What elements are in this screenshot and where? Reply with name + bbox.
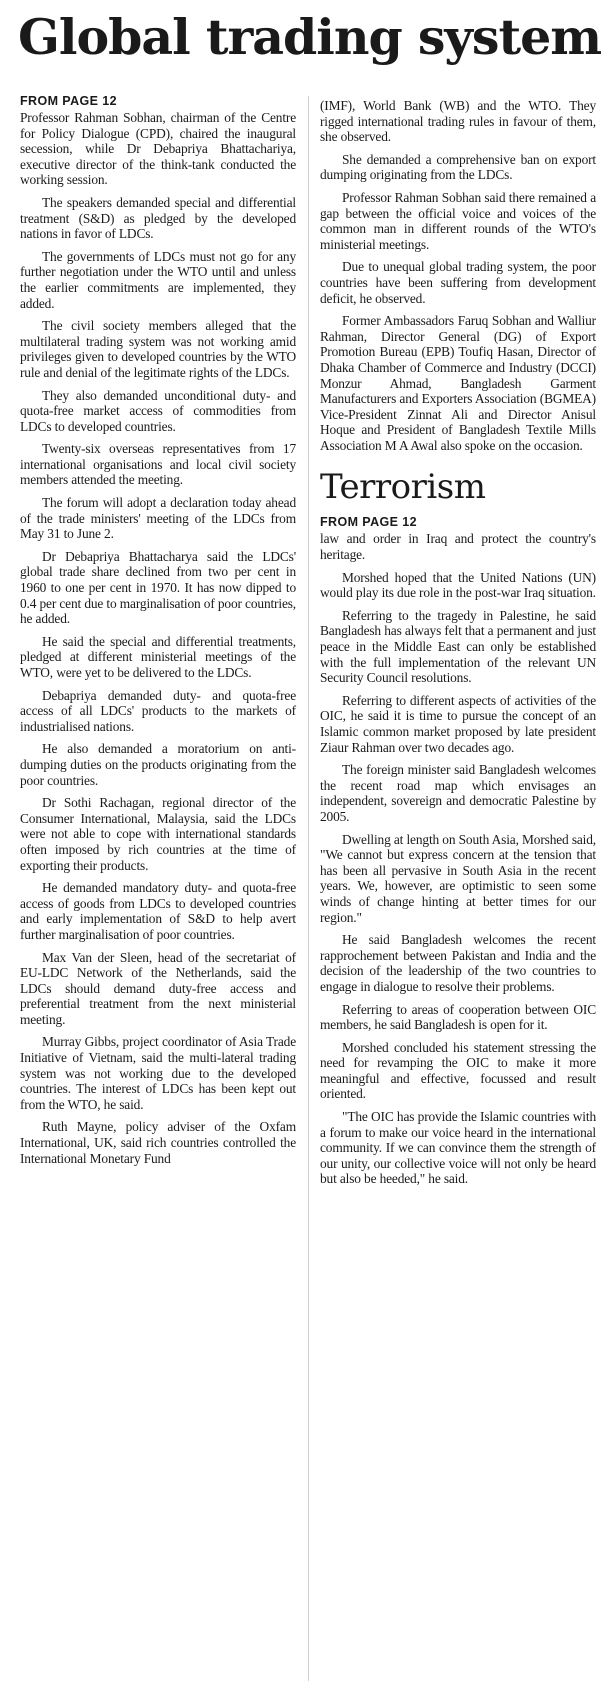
paragraph: He said the special and differential treatments, pledged at different ministerial meetings of the WTO, were yet to be delivered to the LDCs.: [20, 633, 296, 680]
left-column: [20, 94, 296, 1173]
paragraph: Dr Sothi Rachagan, regional director of the Consumer International, Malaysia, said the LDCs were not able to cope with international standards often imposed by rich countries at the time of exporting their products.: [20, 795, 296, 873]
section-title-terrorism: Terrorism: [320, 467, 486, 508]
paragraph: Due to unequal global trading system, the poor countries have been suffering from development deficit, he observed.: [320, 259, 596, 306]
paragraph: Murray Gibbs, project coordinator of Asia Trade Initiative of Vietnam, said the multi-lateral trading system was not working due to the developed countries. The interest of LDCs has been kept out from the WTO, he said.: [20, 1034, 296, 1112]
paragraph: Morshed concluded his statement stressing the need for revamping the OIC to make it more meaningful and effective, focussed and result oriented.: [320, 1039, 596, 1102]
paragraph: The speakers demanded special and differential treatment (S&D) as pledged by the developed nations in favor of LDCs.: [20, 194, 296, 242]
paragraph: Professor Rahman Sobhan said there remained a gap between the official voice and voices of the common man in different rounds of the WTO's ministerial meetings.: [320, 189, 596, 252]
paragraph: Twenty-six overseas representatives from 17 international organisations and local civil society members attended the meeting.: [20, 441, 296, 488]
paragraph: Referring to areas of cooperation between OIC members, he said Bangladesh is open for it.: [320, 1001, 596, 1033]
paragraph: Referring to different aspects of activities of the OIC, he said it is time to pursue the concept of an Islamic common market proposed by late president Ziaur Rahman over two decades ago.: [320, 692, 596, 755]
paragraph: Dwelling at length on South Asia, Morshed said, "We cannot but express concern at the tension that has been all pervasive in South Asia in the recent years. We, however, are optimistic to seen some winds of change hinting at better times for our region.": [320, 831, 596, 925]
paragraph: Max Van der Sleen, head of the secretariat of EU-LDC Network of the Netherlands, said the LDCs should demand duty-free access and preferential treatment from the next ministerial meeting.: [20, 949, 296, 1027]
paragraph: She demanded a comprehensive ban on export dumping originating from the LDCs.: [320, 151, 596, 183]
paragraph: They also demanded unconditional duty- and quota-free market access of commodities from LDCs to developed countries.: [20, 387, 296, 434]
paragraph: The governments of LDCs must not go for any further negotiation under the WTO until and unless the earlier commitments are implemented, they added.: [20, 248, 296, 311]
paragraph: Morshed hoped that the United Nations (UN) would play its due role in the post-war Iraq situation.: [320, 569, 596, 601]
paragraph: "The OIC has provide the Islamic countries with a forum to make our voice heard in the international community. If we can convince them the strength of our unity, our collective voice will not only be heard but also be heeded," he said.: [320, 1109, 596, 1187]
column-divider: [308, 96, 309, 1681]
paragraph: He demanded mandatory duty- and quota-free access of goods from LDCs to developed countries and early implementation of S&D to help avert further marginalisation of poor countries.: [20, 880, 296, 942]
right-column: [320, 98, 596, 1194]
paragraph: The foreign minister said Bangladesh welcomes the recent road map which envisages an independent, sovereign and democratic Palestine by 2005.: [320, 762, 596, 824]
paragraph: Referring to the tragedy in Palestine, he said Bangladesh has always felt that a permanent and just peace in the Middle East can only be established with the full implementation of the relevant UN Security Council resolutions.: [320, 607, 596, 686]
paragraph: He also demanded a moratorium on anti-dumping duties on the products originating from the poor countries.: [20, 741, 296, 788]
continuation-kicker: FROM PAGE 12: [20, 94, 117, 108]
paragraph: law and order in Iraq and protect the country's heritage.: [320, 531, 596, 563]
paragraph: Professor Rahman Sobhan, chairman of the Centre for Policy Dialogue (CPD), chaired the inaugural secession, while Dr Debapriya Bhattachariya, executive director of the think-tank conducted the working session.: [20, 110, 296, 188]
paragraph: The civil society members alleged that the multilateral trading system was not working amid privileges given to developed countries by the WTO rule and denial of the legitimate rights of the LDCs.: [20, 318, 296, 380]
headline: Global trading system: [18, 8, 602, 66]
paragraph: Ruth Mayne, policy adviser of the Oxfam International, UK, said rich countries controlled the International Monetary Fund: [20, 1119, 296, 1166]
continuation-kicker: FROM PAGE 12: [320, 515, 417, 530]
paragraph: (IMF), World Bank (WB) and the WTO. They rigged international trading rules in favour of them, she observed.: [320, 98, 596, 145]
paragraph: The forum will adopt a declaration today ahead of the trade ministers' meeting of the LDCs from May 31 to June 2.: [20, 495, 296, 542]
paragraph: Dr Debapriya Bhattacharya said the LDCs' global trade share declined from two per cent in 1960 to one per cent in 1970. It has now dipped to 0.4 per cent due to marginalisation of poor countries, he added.: [20, 548, 296, 627]
paragraph: Former Ambassadors Faruq Sobhan and Walliur Rahman, Director General (DG) of Export Promotion Bureau (EPB) Toufiq Hasan, Director of Dhaka Chamber of Commerce and Industry (DCCI) Monzur Ahmad, Bangladesh Garment Manufacturers and Exporters Association (BGMEA) Vice-President Zinnat Ali and Director Anisul Hoque and President of Bangladesh Textile Mills Association M A Awal also spoke on the occasion.: [320, 313, 596, 453]
paragraph: He said Bangladesh welcomes the recent rapprochement between Pakistan and India and the decision of the leadership of the two countries to engage in dialogue to resolve their problems.: [320, 932, 596, 994]
paragraph: Debapriya demanded duty- and quota-free access of all LDCs' products to the markets of industrialised nations.: [20, 687, 296, 734]
